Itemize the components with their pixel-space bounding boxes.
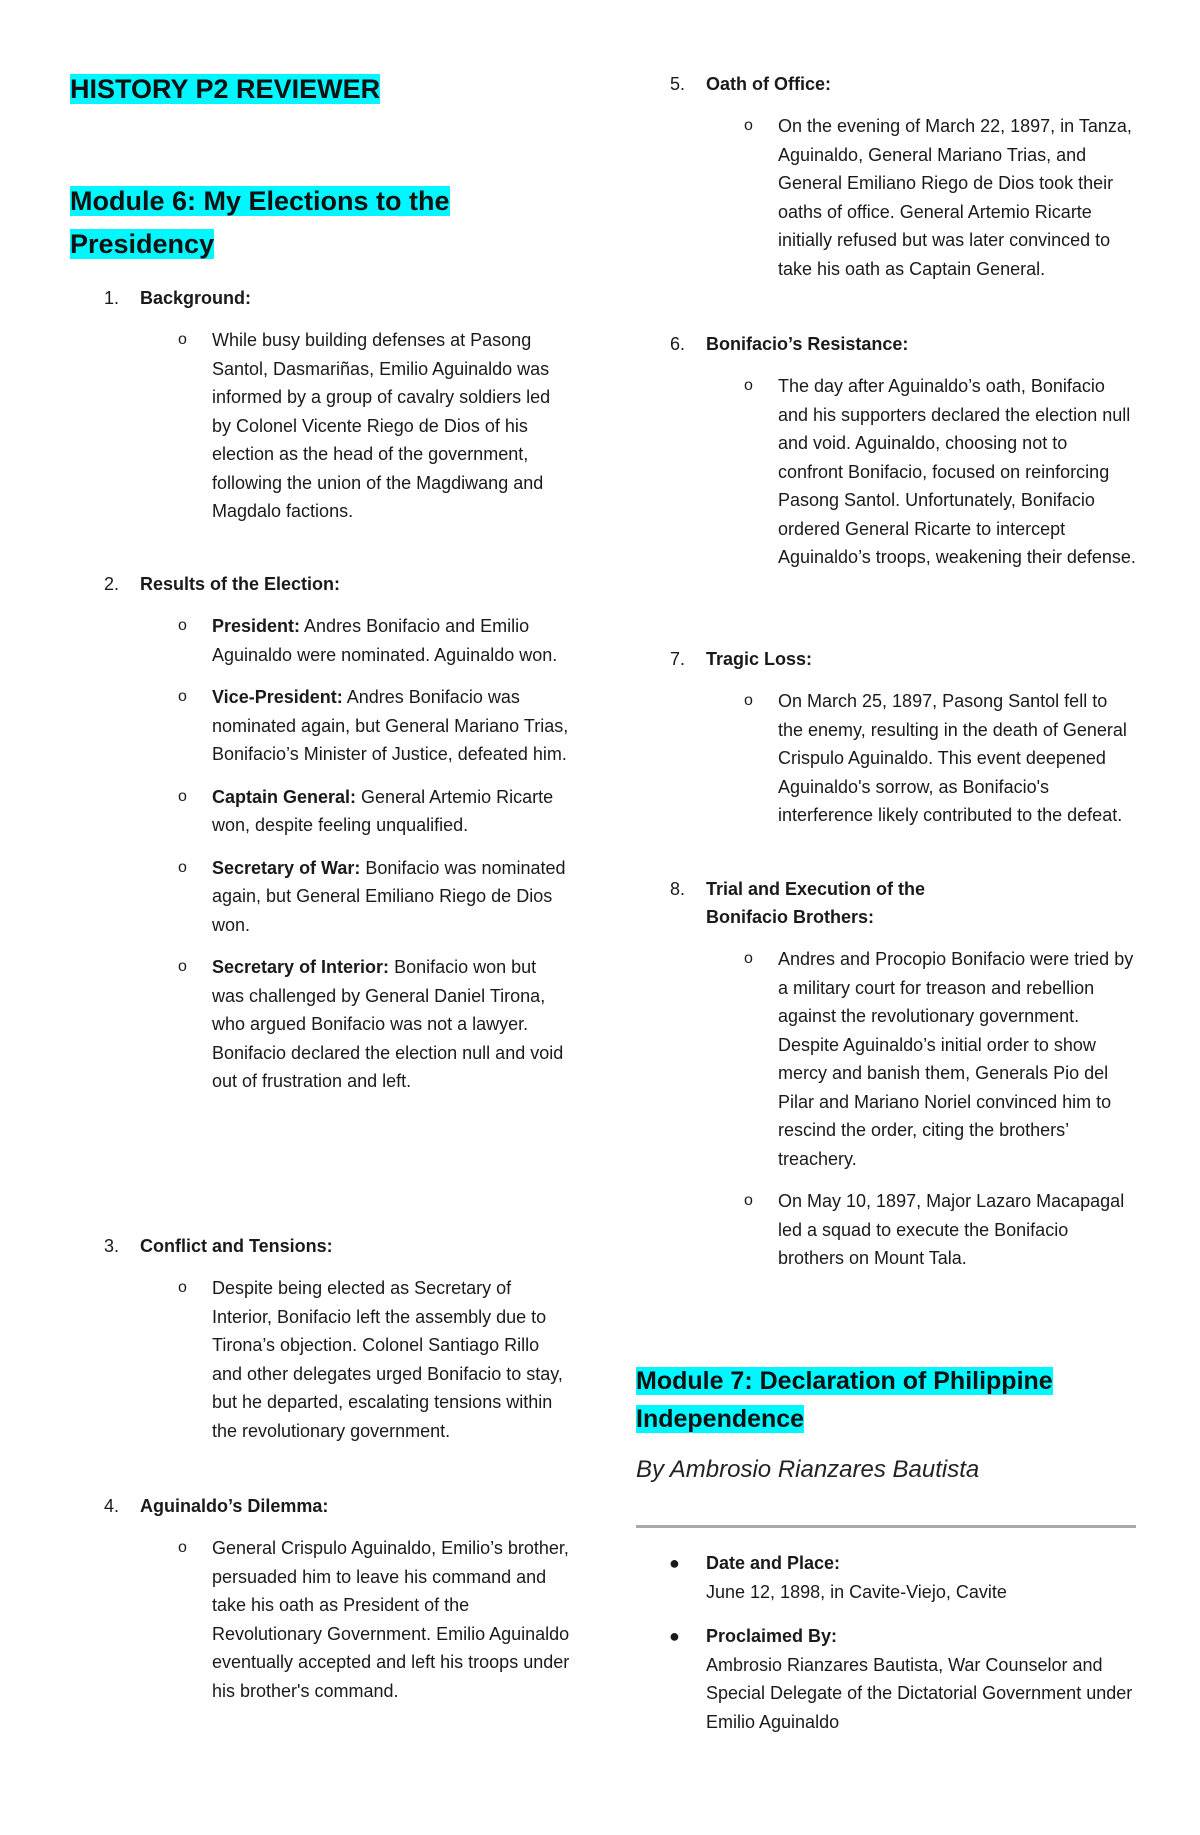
module-6-title: Module 6: My Elections to the Presidency xyxy=(70,186,450,259)
circle-bullet-icon: o xyxy=(744,950,753,967)
byline: By Ambrosio Rianzares Bautista xyxy=(636,1456,980,1483)
item-heading: Results of the Election: xyxy=(140,574,341,594)
list-bullet: o On March 25, 1897, Pasong Santol fell to the enemy, resulting in the death of General Crispulo Aguinaldo. This event deepened Aguinaldo's sorrow, as Bonifacio's interference likely contributed to the defeat. xyxy=(636,687,1136,830)
circle-bullet-icon: o xyxy=(178,331,187,348)
list-bullet: o While busy building defenses at Pasong Santol, Dasmariñas, Emilio Aguinaldo was informed by a group of cavalry soldiers led by Colonel Vicente Riego de Dios of his election as the head of the government, following the union of the Magdiwang and Magdalo factions. xyxy=(70,326,570,526)
list-bullet: o Vice-President: Andres Bonifacio was nominated again, but General Mariano Trias, Bonifacio’s Minister of Justice, defeated him. xyxy=(70,683,570,769)
item-heading: Trial and Execution of the Bonifacio Brothers: xyxy=(706,879,926,927)
list-item-proclaimed-by: ● Proclaimed By: Ambrosio Rianzares Bautista, War Counselor and Special Delegate of the Dictatorial Government under Emilio Aguinaldo xyxy=(636,1622,1136,1736)
list-bullet: o Despite being elected as Secretary of Interior, Bonifacio left the assembly due to Tirona’s objection. Colonel Santiago Rillo and other delegates urged Bonifacio to stay, but he departed, escalating tensions within the revolutionary government. xyxy=(70,1274,570,1445)
item-heading: Aguinaldo’s Dilemma: xyxy=(140,1496,329,1516)
circle-bullet-icon: o xyxy=(178,1279,187,1296)
document-title: HISTORY P2 REVIEWER xyxy=(70,74,381,104)
circle-bullet-icon: o xyxy=(744,1192,753,1209)
list-bullet: o Secretary of War: Bonifacio was nominated again, but General Emiliano Riego de Dios won. xyxy=(70,854,570,940)
circle-bullet-icon: o xyxy=(178,688,187,705)
module-7-title: Module 7: Declaration of Philippine Independence xyxy=(636,1367,1053,1433)
bullet-dot-icon: ● xyxy=(669,1626,680,1646)
list-item-dilemma: 4. Aguinaldo’s Dilemma: o General Crispulo Aguinaldo, Emilio’s brother, persuaded him to leave his command and take his oath as President of the Revolutionary Government. Emilio Aguinaldo eventually accepted and left his troops under his brother's command. xyxy=(70,1492,570,1705)
circle-bullet-icon: o xyxy=(744,117,753,134)
item-heading: Oath of Office: xyxy=(706,74,831,94)
list-item-date-place: ● Date and Place: June 12, 1898, in Cavite-Viejo, Cavite xyxy=(636,1549,1136,1606)
list-item-results: 2. Results of the Election: o President: Andres Bonifacio and Emilio Aguinaldo were nominated. Aguinaldo won. o Vice-President: Andres Bonifacio was nominated again, but General Mariano Trias, Bonifacio’s Minister of Justice, defeated him. o Captain General: General Artemio Ricarte won, despite feeling unqualified. o Secretary of War: Bonifacio was nominated again, but General Emiliano Riego de Dios won. o Secretary of Interior: Bonifacio won but was challenged by General Daniel Tirona, who argued Bonifacio was not a lawyer. Bonifacio declared the election null and void out of frustration and left. xyxy=(70,570,570,1096)
circle-bullet-icon: o xyxy=(178,958,187,975)
item-heading: Bonifacio’s Resistance: xyxy=(706,334,909,354)
list-bullet: o On the evening of March 22, 1897, in Tanza, Aguinaldo, General Mariano Trias, and General Emiliano Riego de Dios took their oaths of office. General Artemio Ricarte initially refused but was later convinced to take his oath as Captain General. xyxy=(636,112,1136,283)
list-item-background: 1. Background: o While busy building defenses at Pasong Santol, Dasmariñas, Emilio Aguinaldo was informed by a group of cavalry soldiers led by Colonel Vicente Riego de Dios of his election as the head of the government, following the union of the Magdiwang and Magdalo factions. xyxy=(70,284,570,526)
list-bullet: o President: Andres Bonifacio and Emilio Aguinaldo were nominated. Aguinaldo won. xyxy=(70,612,570,669)
list-item-tragic-loss: 7. Tragic Loss: o On March 25, 1897, Pasong Santol fell to the enemy, resulting in the death of General Crispulo Aguinaldo. This event deepened Aguinaldo's sorrow, as Bonifacio's interference likely contributed to the defeat. xyxy=(636,645,1136,830)
circle-bullet-icon: o xyxy=(744,692,753,709)
list-bullet: o Andres and Procopio Bonifacio were tried by a military court for treason and rebellion against the revolutionary government. Despite Aguinaldo’s initial order to show mercy and banish them, Generals Pio del Pilar and Mariano Noriel convinced him to rescind the order, citing the brothers’ treachery. xyxy=(636,945,1136,1173)
horizontal-rule xyxy=(636,1525,1136,1528)
list-item-conflict: 3. Conflict and Tensions: o Despite being elected as Secretary of Interior, Bonifacio left the assembly due to Tirona’s objection. Colonel Santiago Rillo and other delegates urged Bonifacio to stay, but he departed, escalating tensions within the revolutionary government. xyxy=(70,1232,570,1445)
circle-bullet-icon: o xyxy=(178,617,187,634)
list-bullet: o The day after Aguinaldo’s oath, Bonifacio and his supporters declared the election null and void. Aguinaldo, choosing not to confront Bonifacio, focused on reinforcing Pasong Santol. Unfortunately, Bonifacio ordered General Ricarte to intercept Aguinaldo’s troops, weakening their defense. xyxy=(636,372,1136,572)
list-bullet: o On May 10, 1897, Major Lazaro Macapagal led a squad to execute the Bonifacio brothers on Mount Tala. xyxy=(636,1187,1136,1273)
list-bullet: o Secretary of Interior: Bonifacio won but was challenged by General Daniel Tirona, who argued Bonifacio was not a lawyer. Bonifacio declared the election null and void out of frustration and left. xyxy=(70,953,570,1096)
circle-bullet-icon: o xyxy=(178,1539,187,1556)
circle-bullet-icon: o xyxy=(178,787,187,805)
list-bullet: o Captain General: General Artemio Ricarte won, despite feeling unqualified. xyxy=(70,783,570,840)
item-heading: Background: xyxy=(140,288,252,308)
list-bullet: o General Crispulo Aguinaldo, Emilio’s brother, persuaded him to leave his command and take his oath as President of the Revolutionary Government. Emilio Aguinaldo eventually accepted and left his troops under his brother's command. xyxy=(70,1534,570,1705)
list-item-resistance: 6. Bonifacio’s Resistance: o The day after Aguinaldo’s oath, Bonifacio and his supporters declared the election null and void. Aguinaldo, choosing not to confront Bonifacio, focused on reinforcing Pasong Santol. Unfortunately, Bonifacio ordered General Ricarte to intercept Aguinaldo’s troops, weakening their defense. xyxy=(636,330,1136,572)
bullet-dot-icon: ● xyxy=(669,1553,680,1573)
circle-bullet-icon: o xyxy=(178,858,187,876)
item-heading: Conflict and Tensions: xyxy=(140,1236,333,1256)
circle-bullet-icon: o xyxy=(744,377,753,394)
item-heading: Tragic Loss: xyxy=(706,649,813,669)
list-item-trial: 8. Trial and Execution of the Bonifacio Brothers: o Andres and Procopio Bonifacio were tried by a military court for treason and rebellion against the revolutionary government. Despite Aguinaldo’s initial order to show mercy and banish them, Generals Pio del Pilar and Mariano Noriel convinced him to rescind the order, citing the brothers’ treachery. o On May 10, 1897, Major Lazaro Macapagal led a squad to execute the Bonifacio brothers on Mount Tala. xyxy=(636,875,1136,1273)
list-item-oath: 5. Oath of Office: o On the evening of March 22, 1897, in Tanza, Aguinaldo, General Mariano Trias, and General Emiliano Riego de Dios took their oaths of office. General Artemio Ricarte initially refused but was later convinced to take his oath as Captain General. xyxy=(636,70,1136,283)
